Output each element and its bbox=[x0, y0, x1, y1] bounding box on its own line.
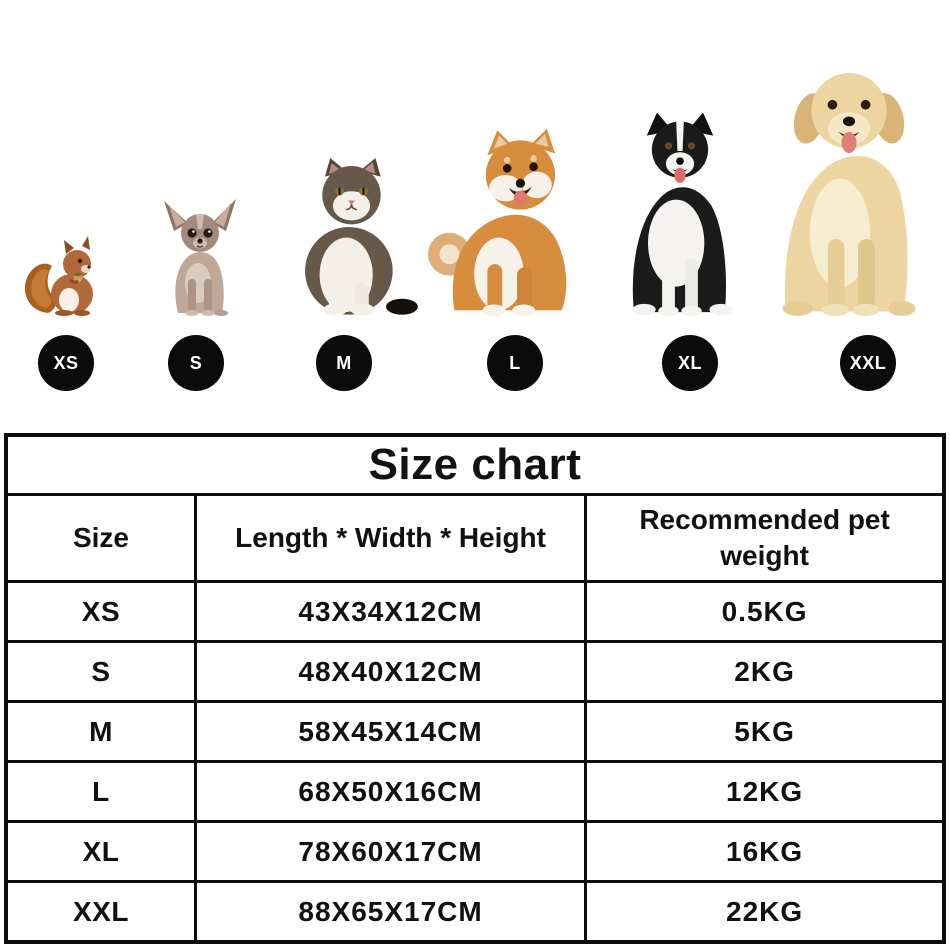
table-row-s bbox=[6, 642, 944, 702]
squirrel-image bbox=[20, 228, 105, 316]
chihuahua-illustration bbox=[160, 195, 240, 316]
table-row-m bbox=[6, 702, 944, 762]
cell-dimensions: 43X34X12CM bbox=[195, 582, 585, 642]
cell-size: M bbox=[6, 702, 195, 762]
size-badge-xs bbox=[38, 335, 94, 391]
shiba-inu-illustration bbox=[428, 128, 593, 316]
size-badge-xxl bbox=[840, 335, 896, 391]
border-collie-illustration bbox=[616, 110, 744, 316]
cell-weight: 12KG bbox=[586, 762, 944, 822]
column-header-size: Size bbox=[6, 495, 195, 582]
size-badge-m bbox=[316, 335, 372, 391]
size-badge-s-label: S bbox=[189, 352, 203, 373]
cell-weight: 22KG bbox=[586, 882, 944, 943]
cell-size: S bbox=[6, 642, 195, 702]
size-badge-s bbox=[168, 335, 224, 391]
table-row-xxl bbox=[6, 882, 944, 943]
table-row-xs bbox=[6, 582, 944, 642]
golden-retriever-illustration bbox=[770, 64, 922, 316]
size-chart-table bbox=[4, 433, 946, 944]
table-row-l bbox=[6, 762, 944, 822]
column-header-weight bbox=[586, 495, 944, 582]
size-badge-xl-label: XL bbox=[677, 352, 702, 373]
cell-weight: 0.5KG bbox=[586, 582, 944, 642]
squirrel-illustration bbox=[20, 228, 105, 316]
size-badge-xxl-label: XXL bbox=[849, 352, 887, 373]
cell-size: XS bbox=[6, 582, 195, 642]
size-badge-xl bbox=[662, 335, 718, 391]
cell-size: L bbox=[6, 762, 195, 822]
cat-image bbox=[285, 158, 418, 316]
border-collie-image bbox=[616, 110, 744, 316]
size-badge-l-label: L bbox=[509, 352, 521, 373]
shiba-inu-image bbox=[428, 128, 593, 316]
cell-weight: 16KG bbox=[586, 822, 944, 882]
size-badge-m-label: M bbox=[336, 352, 352, 373]
size-chart-title: Size chart bbox=[6, 435, 944, 495]
size-badge-l bbox=[487, 335, 543, 391]
cell-size: XXL bbox=[6, 882, 195, 943]
cell-dimensions: 88X65X17CM bbox=[195, 882, 585, 943]
column-header-dimensions: Length * Width * Height bbox=[195, 495, 585, 582]
column-header-weight-label: Recommended pet weight bbox=[639, 503, 890, 571]
cell-dimensions: 68X50X16CM bbox=[195, 762, 585, 822]
cell-dimensions: 58X45X14CM bbox=[195, 702, 585, 762]
table-row-xl bbox=[6, 822, 944, 882]
pets-size-lineup bbox=[0, 0, 950, 432]
size-badge-xs-label: XS bbox=[53, 352, 79, 373]
cell-dimensions: 48X40X12CM bbox=[195, 642, 585, 702]
golden-retriever-image bbox=[770, 64, 922, 316]
cell-weight: 5KG bbox=[586, 702, 944, 762]
cat-illustration bbox=[285, 158, 418, 316]
cell-dimensions: 78X60X17CM bbox=[195, 822, 585, 882]
chihuahua-image bbox=[160, 195, 240, 316]
cell-size: XL bbox=[6, 822, 195, 882]
cell-weight: 2KG bbox=[586, 642, 944, 702]
